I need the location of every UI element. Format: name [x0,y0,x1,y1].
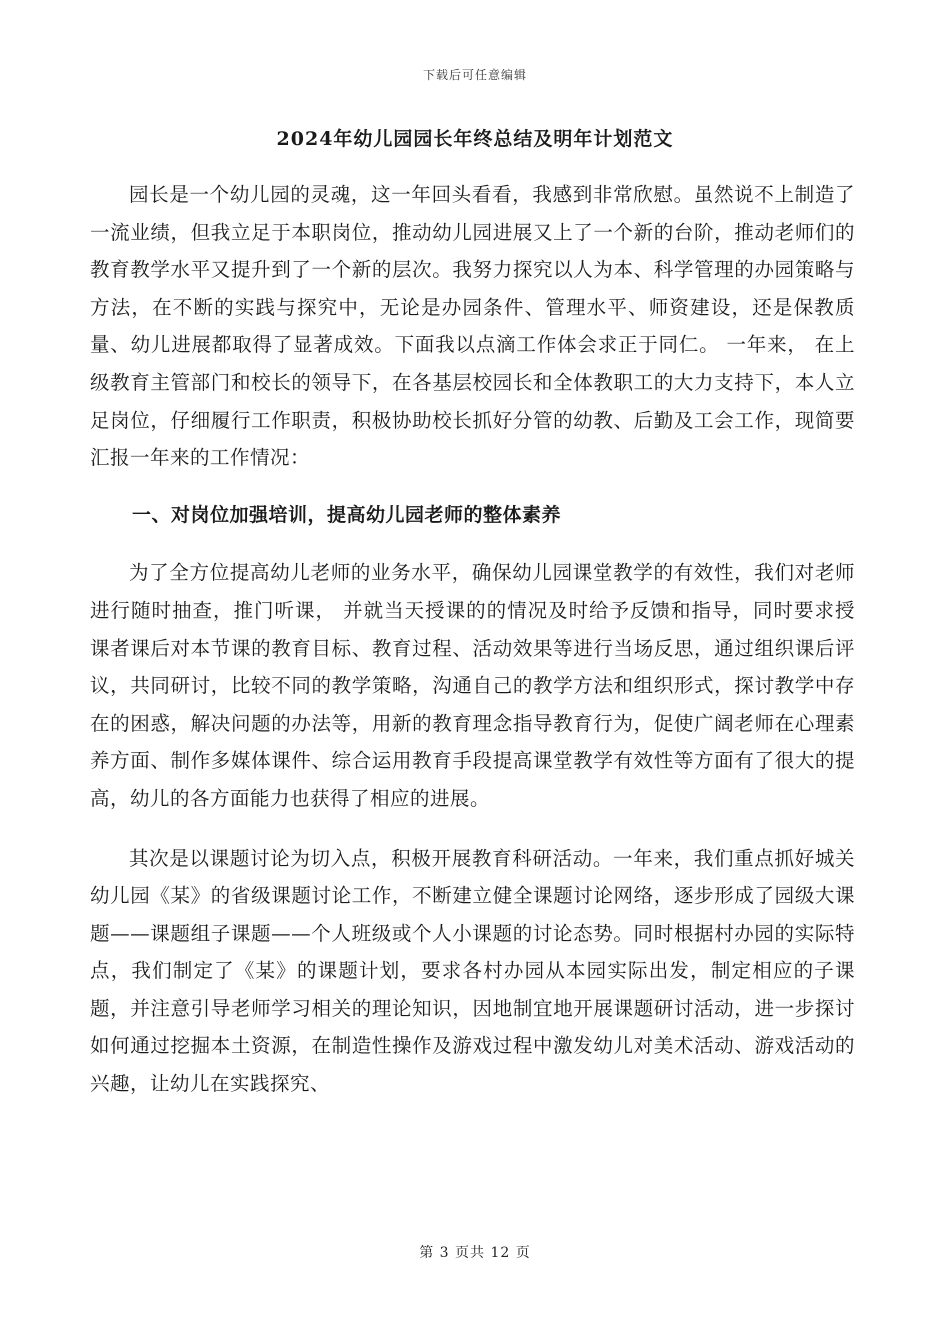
document-title: 2024年幼儿园园长年终总结及明年计划范文 [276,128,674,150]
intro-paragraph: 园长是一个幼儿园的灵魂，这一年回头看看，我感到非常欣慰。虽然说不上制造了一流业绩，但我立足于本职岗位，推动幼儿园进展又上了一个新的台阶，推动老师们的教育教学水平又提升到了一个新的层次。我努力探究以人为本、科学管理的办园策略与方法，在不断的实践与探究中，无论是办园条件、管理水平、师资建设，还是保教质量、幼儿进展都取得了显著成效。下面我以点滴工作体会求正于同仁。 一年来， 在上级教育主管部门和校长的领导下，在各基层校园长和全体教职工的大力支持下，本人立足岗位，仔细履行工作职责，积极协助校长抓好分管的幼教、后勤及工会工作，现简要汇报一年来的工作情况： [90,183,855,470]
section-heading: 一、对岗位加强培训，提高幼儿园老师的整体素养 [132,503,562,526]
header-note: 下载后可任意编辑 [422,68,527,82]
document-body [90,176,855,1103]
section-paragraph-2: 其次是以课题讨论为切入点，积极开展教育科研活动。一年来，我们重点抓好城关幼儿园《某》的省级课题讨论工作，不断建立健全课题讨论网络，逐步形成了园级大课题——课题组子课题——个人班级或个人小课题的讨论态势。同时根据村办园的实际特点，我们制定了《某》的课题计划，要求各村办园从本园实际出发，制定相应的子课题，并注意引导老师学习相关的理论知识，因地制宜地开展课题研讨活动，进一步探讨如何通过挖掘本土资源，在制造性操作及游戏过程中激发幼儿对美术活动、游戏活动的兴趣，让幼儿在实践探究、 [90,846,855,1096]
section-paragraph-1: 为了全方位提高幼儿老师的业务水平，确保幼儿园课堂教学的有效性，我们对老师进行随时抽查，推门听课， 并就当天授课的的情况及时给予反馈和指导，同时要求授课者课后对本节课的教育目标、教育过程、活动效果等进行当场反思，通过组织课后评议，共同研讨，比较不同的教学策略，沟通自己的教学方法和组织形式，探讨教学中存在的困惑，解决问题的办法等，用新的教育理念指导教育行为，促使广阔老师在心理素养方面、制作多媒体课件、综合运用教育手段提高课堂教学有效性等方面有了很大的提高，幼儿的各方面能力也获得了相应的进展。 [90,561,855,810]
page-number-footer: 第 3 页共 12 页 [419,1245,531,1261]
